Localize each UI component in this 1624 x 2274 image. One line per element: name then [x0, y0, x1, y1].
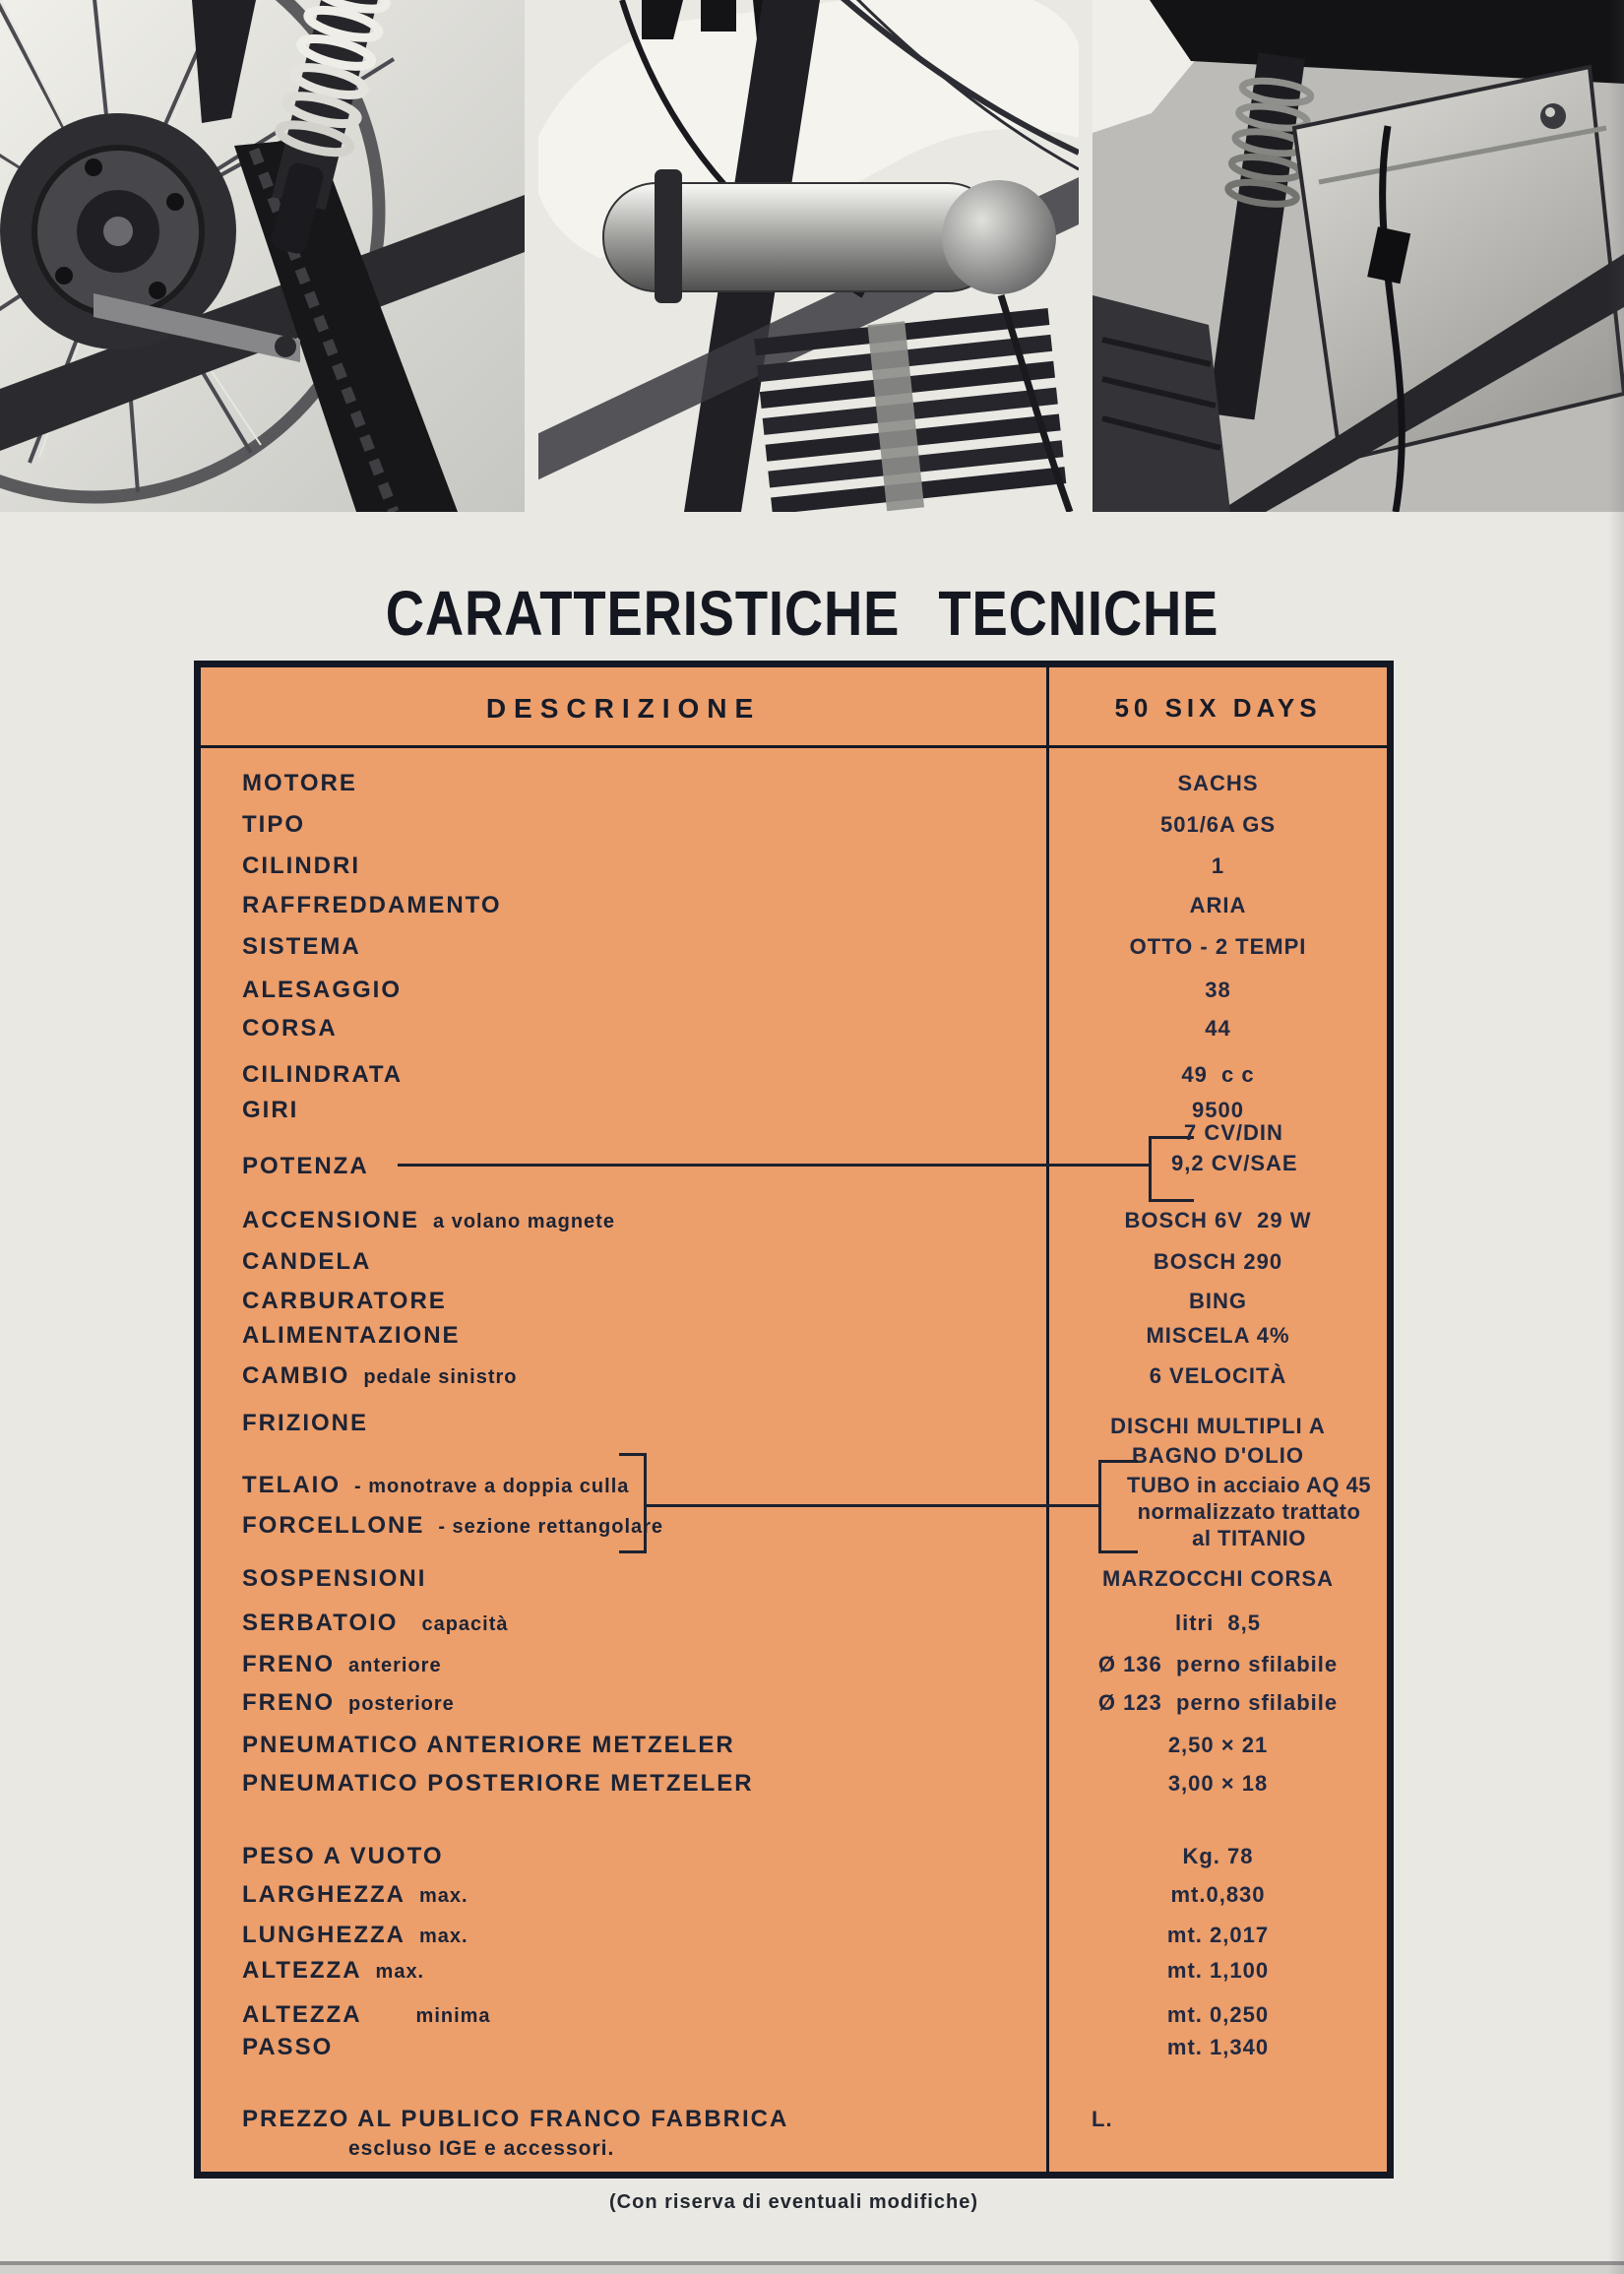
spec-value: 49 c c — [1181, 1062, 1255, 1087]
spec-value: Kg. 78 — [1182, 1844, 1254, 1868]
page-right-shadow — [1608, 0, 1624, 2274]
spec-row-serbatoio — [201, 1603, 1387, 1644]
spec-row-larghezza — [201, 1874, 1387, 1916]
spec-value: 2,50 × 21 — [1167, 1733, 1269, 1757]
spec-row-tipo — [201, 804, 1387, 846]
spec-value-line2: BAGNO D'OLIO — [1132, 1443, 1304, 1468]
page-bottom-margin — [0, 2265, 1624, 2274]
spec-label: FRENO — [242, 1689, 335, 1716]
spec-value-potenza-din: 7 CV/DIN — [1184, 1120, 1283, 1145]
spec-sublabel: max. — [375, 1961, 425, 1983]
spec-label: GIRI — [242, 1097, 299, 1123]
spec-label: MOTORE — [242, 770, 357, 796]
spec-sublabel: escluso IGE e accessori. — [348, 2137, 615, 2160]
spec-label: PREZZO AL PUBLICO FRANCO FABBRICA — [242, 2106, 789, 2132]
spec-value-frame — [1108, 1472, 1390, 1551]
spec-sublabel: a volano magnete — [433, 1211, 615, 1232]
spec-value: mt. 2,017 — [1166, 1923, 1270, 1947]
footer-note: (Con riserva di eventuali modifiche) — [609, 2191, 978, 2213]
spec-value: BOSCH 6V 29 W — [1124, 1208, 1312, 1232]
spec-sublabel: capacità — [421, 1613, 509, 1635]
spec-row-freno-anteriore — [201, 1644, 1387, 1685]
spec-label: CILINDRATA — [242, 1061, 404, 1088]
spec-label: TELAIO — [242, 1472, 341, 1498]
page-title-word-1: CARATTERISTICHE — [385, 578, 901, 649]
spec-sublabel: - sezione rettangolare — [438, 1516, 664, 1538]
spec-sublabel: max. — [418, 1885, 468, 1907]
spec-label: TIPO — [242, 811, 306, 838]
spec-table — [194, 661, 1394, 2179]
rear-wheel-drum-brake-photo — [0, 0, 525, 512]
spec-label: CANDELA — [242, 1248, 372, 1275]
spec-label: CILINDRI — [242, 853, 360, 879]
spec-value: OTTO - 2 TEMPI — [1129, 934, 1307, 959]
spec-label: SISTEMA — [242, 933, 361, 960]
column-header-descrizione: DESCRIZIONE — [485, 693, 762, 724]
spec-label: LUNGHEZZA — [242, 1922, 406, 1948]
fuel-tank-engine-photo — [538, 0, 1079, 512]
spec-value: BOSCH 290 — [1153, 1249, 1283, 1274]
spec-value: BING — [1189, 1289, 1247, 1313]
spec-value: mt.0,830 — [1170, 1882, 1266, 1907]
spec-sublabel: - monotrave a doppia culla — [354, 1476, 630, 1497]
spec-label: PESO A VUOTO — [242, 1843, 444, 1869]
spec-row-corsa — [201, 1008, 1387, 1049]
spec-value: Ø 136 perno sfilabile — [1097, 1652, 1339, 1676]
spec-row-cilindri — [201, 846, 1387, 887]
spec-label: SOSPENSIONI — [242, 1565, 427, 1592]
spec-row-prezzo — [201, 2099, 1387, 2170]
spec-row-motore — [201, 763, 1387, 804]
spec-value: 38 — [1205, 978, 1231, 1002]
page-title-word-2: TECNICHE — [938, 578, 1219, 649]
spec-value-line1: DISCHI MULTIPLI A — [1110, 1414, 1326, 1438]
frame-value-line1: TUBO in acciaio AQ 45 — [1126, 1473, 1372, 1497]
spec-value: 501/6A GS — [1159, 812, 1277, 837]
spec-row-alesaggio — [201, 970, 1387, 1011]
spec-row-passo — [201, 2027, 1387, 2068]
spec-label: CORSA — [242, 1015, 338, 1042]
spec-value: 44 — [1205, 1016, 1231, 1041]
spec-value-potenza-sae: 9,2 CV/SAE — [1171, 1151, 1298, 1175]
spec-value: 6 VELOCITÀ — [1149, 1363, 1287, 1388]
header-underline — [201, 745, 1387, 748]
spec-sublabel: anteriore — [348, 1655, 442, 1676]
spec-row-pneumatico-anteriore — [201, 1725, 1387, 1766]
spec-sublabel: pedale sinistro — [363, 1366, 518, 1388]
spec-value: litri 8,5 — [1174, 1611, 1262, 1635]
side-panel-frame-photo — [1093, 0, 1624, 512]
spec-label: PASSO — [242, 2034, 334, 2060]
spec-value: MARZOCCHI CORSA — [1102, 1566, 1334, 1591]
spec-label: SERBATOIO — [242, 1610, 399, 1636]
spec-row-peso — [201, 1836, 1387, 1877]
spec-row-accensione — [201, 1200, 1387, 1241]
spec-value: ARIA — [1189, 893, 1247, 917]
spec-value: 9500 — [1192, 1098, 1244, 1122]
spec-label: ALTEZZA — [242, 1957, 362, 1984]
spec-value: mt. 1,340 — [1166, 2035, 1270, 2059]
spec-label: FRENO — [242, 1651, 335, 1677]
spec-label: CAMBIO — [242, 1362, 350, 1389]
spec-value: Ø 123 perno sfilabile — [1097, 1690, 1339, 1715]
spec-row-frizione — [201, 1403, 1387, 1474]
spec-row-sospensioni — [201, 1558, 1387, 1600]
spec-sublabel: minima — [415, 2005, 491, 2027]
spec-row-raffreddamento — [201, 885, 1387, 926]
spec-sublabel: posteriore — [348, 1693, 455, 1715]
spec-row-freno-posteriore — [201, 1682, 1387, 1724]
spec-label: PNEUMATICO POSTERIORE METZELER — [242, 1770, 754, 1797]
spec-value-prezzo: L. — [1092, 2107, 1113, 2131]
spec-label: RAFFREDDAMENTO — [242, 892, 502, 918]
spec-label: PNEUMATICO ANTERIORE METZELER — [242, 1732, 735, 1758]
spec-row-altezza-max — [201, 1950, 1387, 1991]
column-header-model: 50 SIX DAYS — [1114, 693, 1322, 723]
spec-label: FORCELLONE — [242, 1512, 425, 1539]
spec-row-candela — [201, 1241, 1387, 1283]
spec-label: POTENZA — [242, 1153, 369, 1179]
spec-row-cambio — [201, 1356, 1387, 1397]
spec-label: FRIZIONE — [242, 1410, 368, 1436]
spec-sublabel: max. — [418, 1926, 468, 1947]
spec-value: mt. 0,250 — [1166, 2002, 1270, 2027]
spec-label: LARGHEZZA — [242, 1881, 406, 1908]
spec-value: MISCELA 4% — [1146, 1323, 1290, 1348]
spec-value: SACHS — [1177, 771, 1259, 795]
spec-value: 1 — [1211, 853, 1225, 878]
frame-value-line2: normalizzato trattato — [1137, 1499, 1361, 1524]
potenza-connector-line — [398, 1164, 1149, 1167]
spec-label: ACCENSIONE — [242, 1207, 420, 1233]
spec-label: ALESAGGIO — [242, 977, 403, 1003]
spec-label: ALIMENTAZIONE — [242, 1322, 461, 1349]
spec-value: mt. 1,100 — [1166, 1958, 1270, 1983]
frame-labels-bracket — [619, 1453, 647, 1553]
spec-row-sistema — [201, 926, 1387, 968]
spec-value: 3,00 × 18 — [1167, 1771, 1269, 1796]
spec-row-alimentazione — [201, 1315, 1387, 1357]
page-title — [120, 578, 1484, 649]
spec-row-pneumatico-posteriore — [201, 1763, 1387, 1804]
spec-label: CARBURATORE — [242, 1288, 447, 1314]
frame-value-line3: al TITANIO — [1192, 1526, 1306, 1550]
spec-label: ALTEZZA — [242, 2001, 362, 2028]
frame-connector-line — [647, 1504, 1098, 1507]
